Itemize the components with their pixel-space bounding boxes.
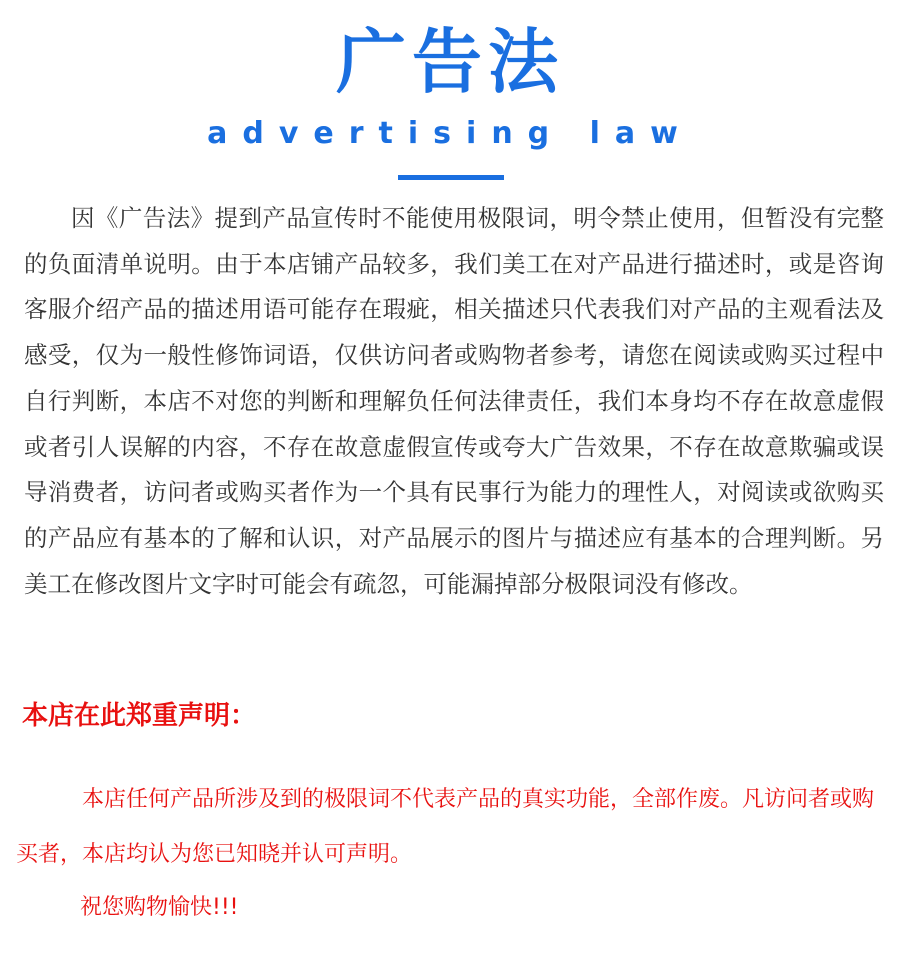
page-title: 广告法 (336, 21, 564, 103)
statement-heading: 本店在此郑重声明： (22, 701, 257, 731)
closing-text: 祝您购物愉快!!! (80, 895, 239, 920)
page-subtitle: advertising law (207, 116, 693, 151)
statement-paragraph: 本店任何产品所涉及到的极限词不代表产品的真实功能，全部作废。凡访问者或购买者，本店均认为您已知晓并认可声明。 (16, 787, 875, 867)
title-divider (398, 175, 504, 180)
disclaimer-paragraph: 因《广告法》提到产品宣传时不能使用极限词，明令禁止使用，但暂没有完整的负面清单说明。由于本店铺产品较多，我们美工在对产品进行描述时，或是咨询客服介绍产品的描述用语可能存在瑕疵，相关描述只代表我们对产品的主观看法及感受，仅为一般性修饰词语，仅供访问者或购物者参考，请您在阅读或购买过程中自行判断，本店不对您的判断和理解负任何法律责任，我们本身均不存在故意虚假或者引人误解的内容，不存在故意虚假宣传或夸大广告效果，不存在故意欺骗或误导消费者，访问者或购买者作为一个具有民事行为能力的理性人，对阅读或欲购买的产品应有基本的了解和认识，对产品展示的图片与描述应有基本的合理判断。另美工在修改图片文字时可能会有疏忽，可能漏掉部分极限词没有修改。 (24, 204, 884, 598)
